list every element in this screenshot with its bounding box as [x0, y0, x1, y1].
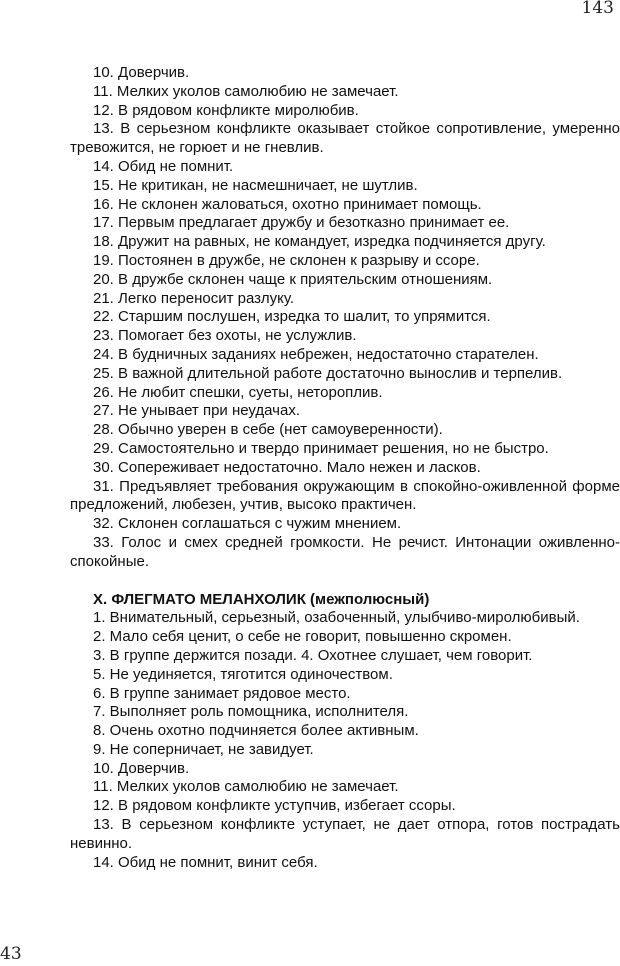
list-item: 9. Не соперничает, не завидует. [93, 740, 314, 758]
list-item: 15. Не критикан, не насмешничает, не шутлив. [93, 176, 418, 194]
list-item: 20. В дружбе склонен чаще к приятельским отношениям. [93, 270, 493, 288]
page-number-top: 143 [581, 0, 614, 18]
list-item: 28. Обычно уверен в себе (нет самоуверенности). [93, 421, 443, 439]
list-item: 24. В будничных заданиях небрежен, недостаточно старателен. [93, 345, 539, 363]
list-item: 23. Помогает без охоты, не услужлив. [93, 327, 357, 345]
list-item: 31. Предъявляет требования окружающим в спокойно-оживленной форме предложений, любезен, учтив, высоко практичен. [70, 477, 620, 514]
list-item: 11. Мелких уколов самолюбию не замечает. [93, 82, 399, 100]
list-item: 10. Доверчив. [93, 64, 190, 81]
list-item: 33. Голос и смех средней громкости. Не речист. Интонации оживленно-спокойные. [70, 533, 620, 570]
page-number-bottom: 43 [0, 944, 22, 964]
list-item: 25. В важной длительной работе достаточно вынослив и терпелив. [93, 364, 563, 382]
list-item: 12. В рядовом конфликте миролюбив. [93, 101, 359, 119]
list-item: 32. Склонен соглашаться с чужим мнением. [93, 515, 402, 533]
list-item: 17. Первым предлагает дружбу и безотказно принимает ее. [93, 214, 510, 232]
list-item: 13. В серьезном конфликте оказывает стойкое сопротивление, умеренно тревожится, не горюет и не гневлив. [70, 120, 620, 157]
list-item: 29. Самостоятельно и твердо принимает решения, но не быстро. [93, 439, 549, 457]
section-heading: X. ФЛЕГМАТО МЕЛАНХОЛИК (межполюсный) [93, 590, 430, 608]
list-item: 27. Не унывает при неудачах. [93, 402, 301, 420]
list-item: 21. Легко переносит разлуку. [93, 289, 294, 307]
list-item: 7. Выполняет роль помощника, исполнителя. [93, 703, 409, 721]
list-item: 11. Мелких уколов самолюбию не замечает. [93, 778, 399, 796]
list-item: 8. Очень охотно подчиняется более активным. [93, 722, 419, 740]
list-item: 16. Не склонен жаловаться, охотно принимает помощь. [93, 195, 482, 213]
list-item: 13. В серьезном конфликте уступает, не дает отпора, готов пострадать невинно. [70, 816, 620, 852]
list-item: 1. Внимательный, серьезный, озабоченный, улыбчиво-миролюбивый. [93, 609, 580, 627]
list-item: 14. Обид не помнит, винит себя. [93, 853, 318, 871]
list-item: 6. В группе занимает рядовое место. [93, 684, 351, 702]
list-item: 5. Не уединяется, тяготится одиночеством. [93, 665, 393, 683]
list-item: 19. Постоянен в дружбе, не склонен к разрыву и ссоре. [93, 251, 480, 269]
list-item: 22. Старшим послушен, изредка то шалит, то упрямится. [93, 308, 491, 326]
list-item: 18. Дружит на равных, не командует, изредка подчиняется другу. [93, 233, 546, 251]
list-item: 2. Мало себя ценит, о себе не говорит, повышенно скромен. [93, 628, 512, 646]
list-item: 3. В группе держится позади. 4. Охотнее слушает, чем говорит. [93, 646, 533, 664]
list-item: 14. Обид не помнит. [93, 157, 234, 175]
list-item: 12. В рядовом конфликте уступчив, избегает ссоры. [93, 797, 456, 815]
list-item: 30. Сопереживает недостаточно. Мало нежен и ласков. [93, 458, 481, 476]
list-item: 10. Доверчив. [93, 759, 190, 777]
document-body [70, 64, 620, 872]
list-item: 26. Не любит спешки, суеты, нетороплив. [93, 383, 383, 401]
